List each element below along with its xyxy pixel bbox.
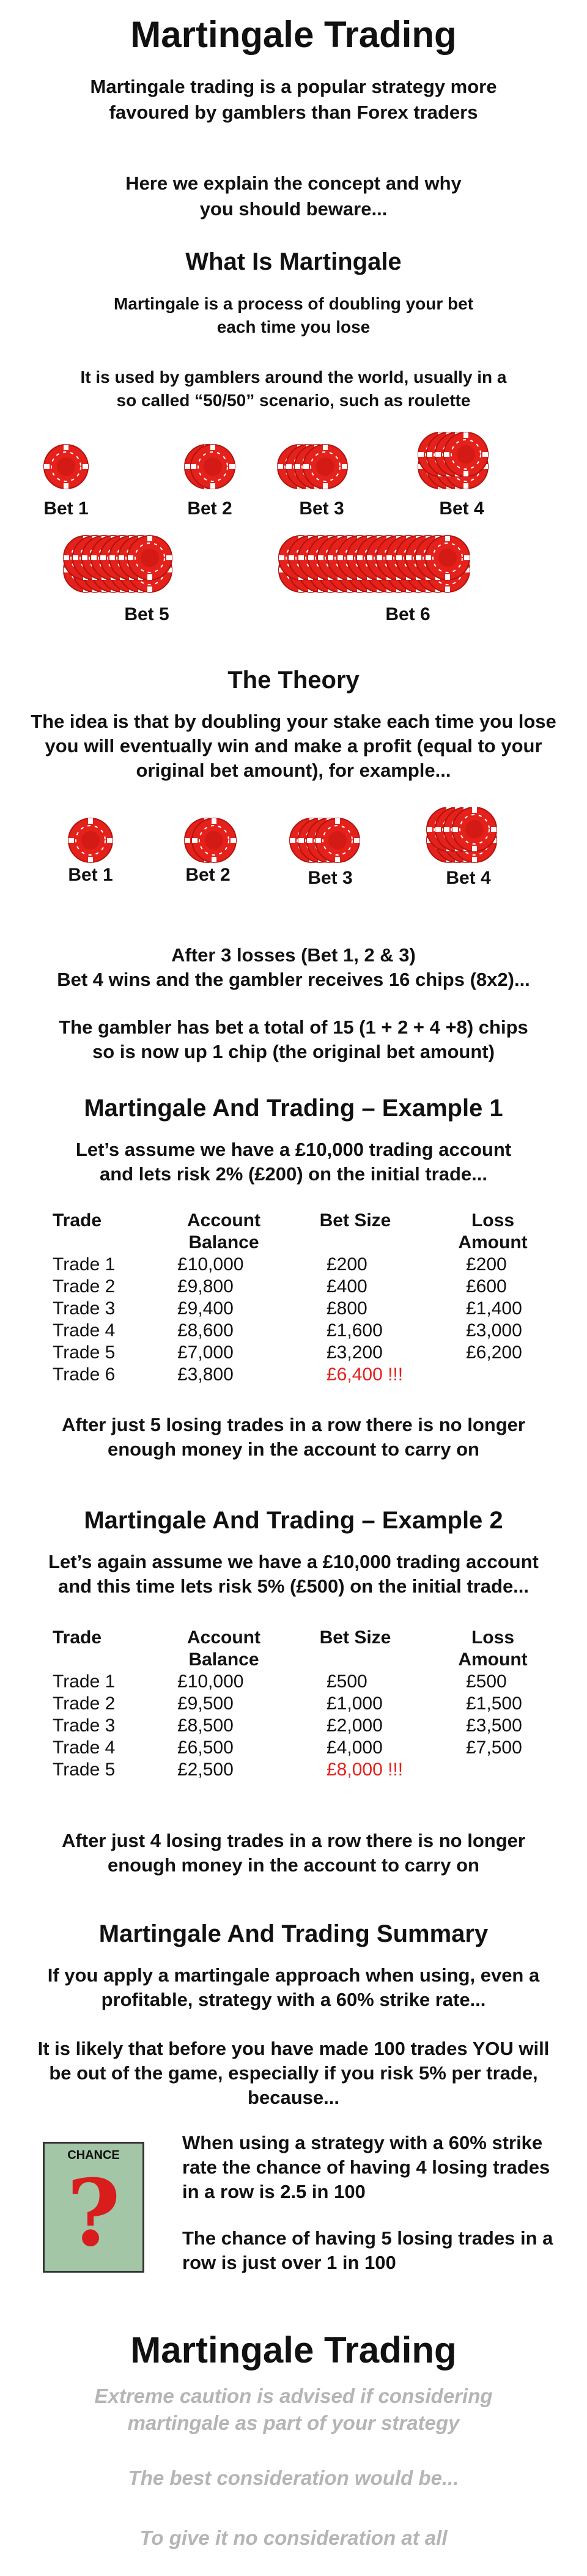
cell-bet: £200	[327, 1254, 367, 1275]
summary-line-3: It is likely that before you have made 100 trades YOU will	[37, 2038, 550, 2059]
theory-line-2: you will eventually win and make a profit (equal to your	[45, 735, 542, 757]
cell-trade: Trade 2	[53, 1693, 116, 1714]
theory-chip-stack-bet-2	[185, 818, 236, 862]
summary-point-2: The chance of having 5 losing trades in a row is just over 1 in 100	[182, 2227, 553, 2273]
cell-balance: £10,000	[177, 1254, 244, 1275]
theory-bet-label-4: Bet 4	[446, 868, 491, 888]
cell-balance: £9,800	[177, 1276, 234, 1297]
cell-trade: Trade 3	[53, 1715, 116, 1736]
example2-line-1: Let’s again assume we have a £10,000 trading account	[48, 1551, 539, 1572]
example2-heading: Martingale And Trading – Example 2	[84, 1507, 503, 1534]
intro-line-1: Martingale trading is a popular strategy more	[90, 76, 497, 97]
bet-label-5: Bet 5	[124, 604, 169, 624]
bet-label-3: Bet 3	[299, 498, 344, 519]
table-row	[53, 1715, 560, 1737]
theory-heading: The Theory	[227, 667, 360, 694]
chip-stacks-row-1	[18, 431, 544, 498]
what-is-heading: What Is Martingale	[185, 248, 402, 275]
theory-line-6: The gambler has bet a total of 15 (1 + 2 + 4 +8) chips	[59, 1016, 528, 1038]
example1-line-2: and lets risk 2% (£200) on the initial trade...	[100, 1163, 487, 1185]
theory-line-5: Bet 4 wins and the gambler receives 16 chips (8x2)...	[57, 969, 530, 990]
table-row	[53, 1298, 560, 1320]
example1-line-1: Let’s assume we have a £10,000 trading account	[75, 1139, 512, 1160]
summary-line-2: profitable, strategy with a 60% strike rate...	[101, 1989, 486, 2010]
cell-loss	[426, 1759, 560, 1781]
table-row	[53, 1320, 560, 1342]
theory-line-3: original bet amount), for example...	[136, 760, 451, 781]
cell-loss: £1,500	[466, 1693, 522, 1714]
table-row	[53, 1364, 560, 1386]
cell-trade: Trade 4	[53, 1320, 116, 1341]
table-row	[53, 1693, 560, 1715]
footer-line-3: The best consideration would be...	[128, 2467, 459, 2489]
cell-balance: £9,500	[177, 1693, 234, 1714]
theory-chip-stack-bet-1	[68, 818, 113, 862]
example2-note-1: After just 4 losing trades in a row there is no longer	[62, 1830, 525, 1851]
cell-trade: Trade 2	[53, 1276, 116, 1297]
example2-table	[53, 1627, 560, 1781]
header-bet-size: Bet Size	[319, 1627, 391, 1648]
what-is-line-4: so called “50/50” scenario, such as roulette	[116, 391, 471, 410]
cell-bet: £1,600	[327, 1320, 383, 1341]
cell-loss: £600	[466, 1276, 507, 1297]
page-title: Martingale Trading	[130, 14, 457, 55]
theory-bet-label-1: Bet 1	[68, 865, 113, 885]
cell-trade: Trade 5	[53, 1760, 116, 1780]
summary-heading: Martingale And Trading Summary	[98, 1920, 489, 1947]
table-row	[53, 1671, 560, 1693]
cell-loss: £7,500	[466, 1738, 522, 1758]
cell-balance: £10,000	[177, 1671, 244, 1692]
cell-trade: Trade 1	[53, 1254, 116, 1275]
cell-trade: Trade 3	[53, 1298, 116, 1319]
question-mark-icon: ?	[67, 2160, 120, 2267]
cell-loss: £200	[466, 1254, 507, 1275]
intro-line-3: Here we explain the concept and why	[125, 172, 462, 194]
cell-loss: £6,200	[466, 1342, 522, 1363]
header-trade: Trade	[53, 1627, 102, 1648]
theory-line-1: The idea is that by doubling your stake each time you lose	[31, 711, 556, 732]
cell-balance: £3,800	[177, 1364, 234, 1385]
theory-line-4: After 3 losses (Bet 1, 2 & 3)	[171, 944, 416, 966]
table-row	[53, 1254, 560, 1276]
cell-loss: £3,500	[466, 1715, 522, 1736]
cell-balance: £6,500	[177, 1738, 234, 1758]
chip-stack-bet-4	[418, 432, 488, 489]
cell-bet-warning: £6,400 !!!	[327, 1364, 404, 1385]
cell-trade: Trade 6	[53, 1364, 116, 1385]
header-account-balance: Account Balance	[187, 1210, 260, 1253]
cell-loss: £1,400	[466, 1298, 522, 1319]
cell-bet: £400	[327, 1276, 367, 1297]
cell-balance: £8,500	[177, 1715, 234, 1736]
chance-card	[43, 2142, 144, 2273]
cell-bet: £500	[327, 1671, 367, 1692]
chip-stack-bet-1	[44, 445, 88, 489]
intro-line-4: you should beware...	[199, 198, 388, 220]
theory-chip-stacks	[18, 807, 544, 868]
table-row	[53, 1276, 560, 1298]
table-row	[53, 1759, 560, 1781]
intro-line-2: favoured by gamblers than Forex traders	[109, 102, 478, 123]
summary-line-5: because...	[248, 2087, 339, 2108]
theory-chip-stack-bet-3	[290, 818, 360, 862]
header-account-balance: Account Balance	[187, 1627, 260, 1670]
header-loss-amount: Loss Amount	[458, 1210, 528, 1253]
chance-card-label: CHANCE	[67, 2149, 120, 2162]
bet-label-4: Bet 4	[439, 498, 484, 519]
what-is-line-2: each time you lose	[216, 317, 371, 336]
cell-balance: £2,500	[177, 1760, 234, 1780]
chip-stack-bet-2	[185, 445, 235, 489]
chip-stacks-row-2	[61, 531, 538, 598]
summary-point-1: When using a strategy with a 60% strike rate the chance of having 4 losing trades in a row is 2.5 in 100	[182, 2132, 550, 2202]
example2-line-2: and this time lets risk 5% (£500) on the initial trade...	[57, 1575, 530, 1597]
header-trade: Trade	[53, 1210, 102, 1231]
example1-heading: Martingale And Trading – Example 1	[84, 1095, 503, 1122]
table-header-row	[53, 1210, 560, 1254]
bet-label-6: Bet 6	[385, 604, 430, 624]
example2-note-2: enough money in the account to carry on	[107, 1854, 479, 1876]
bet-label-1: Bet 1	[43, 498, 89, 519]
header-loss-amount: Loss Amount	[458, 1627, 528, 1670]
example1-note-1: After just 5 losing trades in a row there is no longer	[62, 1414, 525, 1435]
footer-line-4: To give it no consideration at all	[139, 2526, 448, 2549]
what-is-line-1: Martingale is a process of doubling your bet	[113, 294, 474, 313]
chip-stack-bet-3	[278, 445, 347, 489]
summary-line-4: be out of the game, especially if you risk 5% per trade,	[49, 2062, 538, 2084]
footer-title: Martingale Trading	[130, 2330, 457, 2371]
cell-balance: £8,600	[177, 1320, 234, 1341]
footer-line-2: martingale as part of your strategy	[127, 2411, 460, 2434]
cell-bet: £1,000	[327, 1693, 383, 1714]
chip-stack-bet-6	[279, 536, 470, 592]
cell-balance: £9,400	[177, 1298, 234, 1319]
theory-bet-label-3: Bet 3	[308, 868, 353, 888]
chip-stack-bet-5	[64, 536, 172, 592]
cell-balance: £7,000	[177, 1342, 234, 1363]
cell-bet: £2,000	[327, 1715, 383, 1736]
cell-trade: Trade 4	[53, 1738, 116, 1758]
footer-line-1: Extreme caution is advised if considering	[94, 2385, 493, 2407]
what-is-line-3: It is used by gamblers around the world, usually in a	[80, 368, 507, 387]
cell-bet: £800	[327, 1298, 367, 1319]
cell-bet: £4,000	[327, 1738, 383, 1758]
table-row	[53, 1342, 560, 1364]
theory-line-7: so is now up 1 chip (the original bet amount)	[92, 1041, 495, 1062]
example1-note-2: enough money in the account to carry on	[107, 1438, 479, 1460]
example1-table	[53, 1210, 560, 1386]
cell-loss: £500	[466, 1671, 507, 1692]
cell-trade: Trade 5	[53, 1342, 116, 1363]
header-bet-size: Bet Size	[319, 1210, 391, 1231]
table-row	[53, 1737, 560, 1759]
cell-loss: £3,000	[466, 1320, 522, 1341]
cell-bet: £3,200	[327, 1342, 383, 1363]
summary-line-1: If you apply a martingale approach when using, even a	[47, 1964, 540, 1986]
theory-bet-label-2: Bet 2	[185, 865, 231, 885]
theory-chip-stack-bet-4	[427, 807, 497, 862]
bet-label-2: Bet 2	[187, 498, 232, 519]
cell-bet-warning: £8,000 !!!	[327, 1760, 404, 1780]
cell-loss	[426, 1364, 560, 1386]
table-header-row	[53, 1627, 560, 1671]
cell-trade: Trade 1	[53, 1671, 116, 1692]
